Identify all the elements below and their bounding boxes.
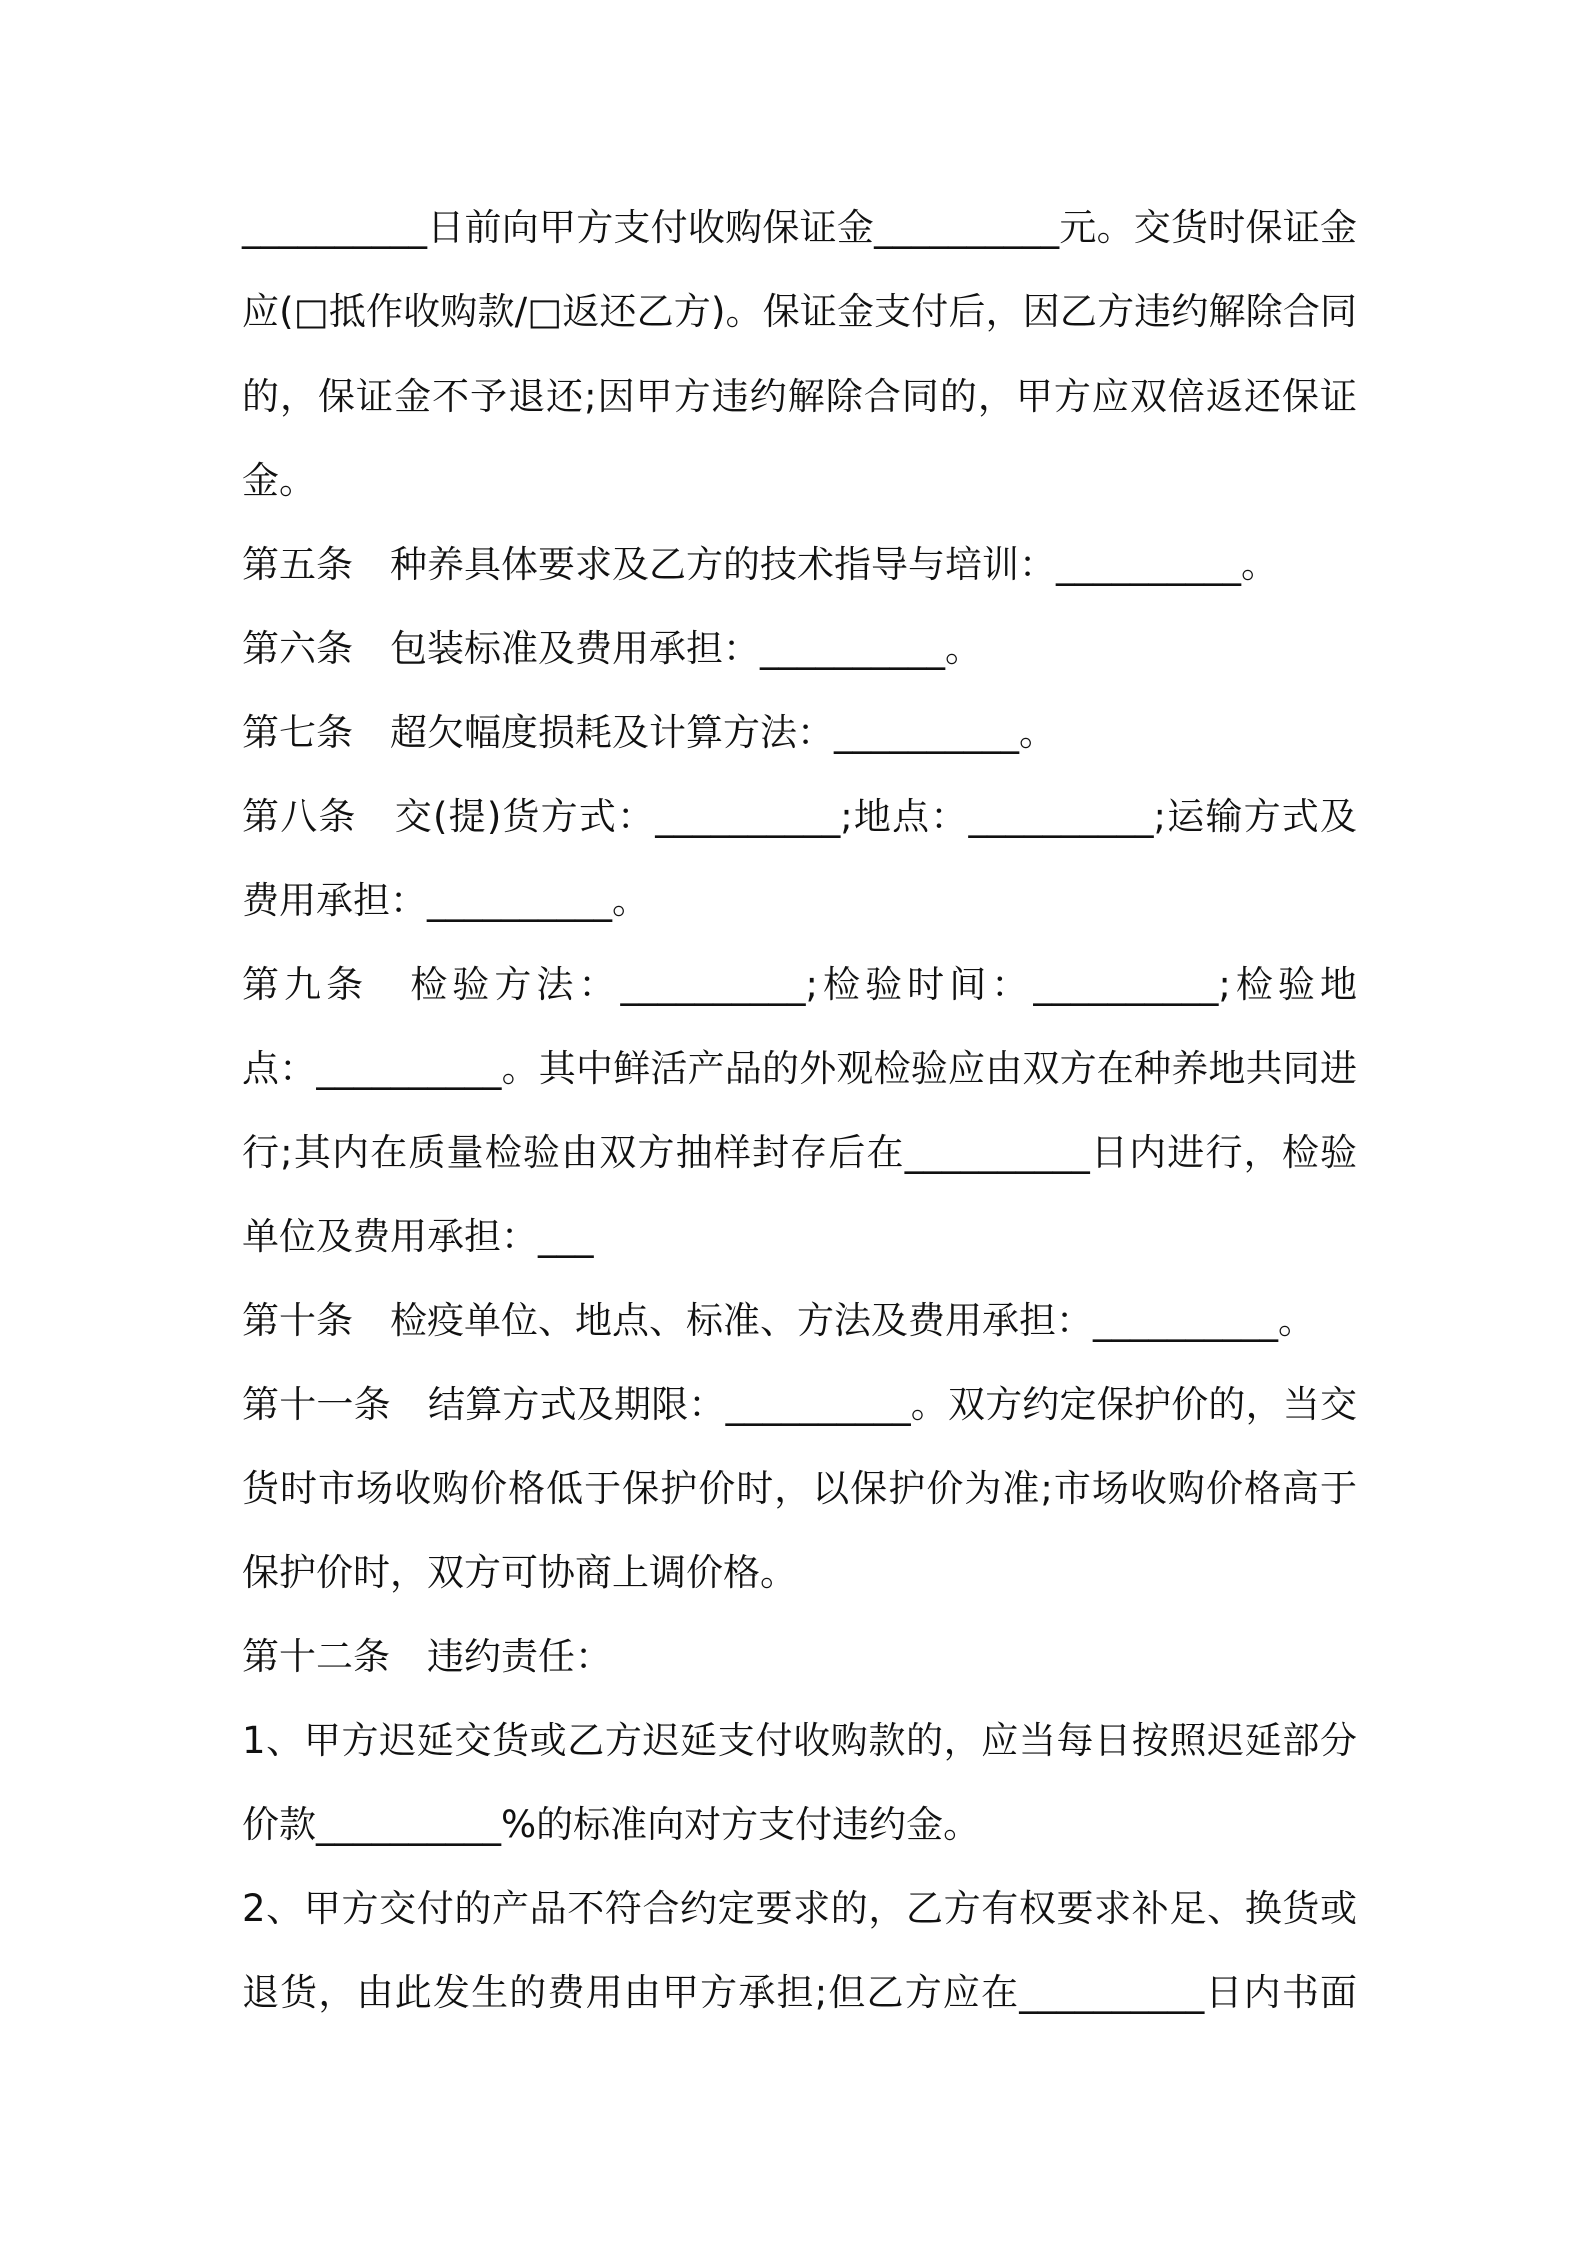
article-11-line: 第十一条 结算方式及期限：__________。双方约定保护价的，当交 xyxy=(242,1383,1357,1426)
article-6-line: 第六条 包装标准及费用承担：__________。 xyxy=(242,627,982,670)
text-line: __________日前向甲方支付收购保证金__________元。交货时保证金 xyxy=(242,206,1357,249)
text-line: 的，保证金不予退还;因甲方违约解除合同的，甲方应双倍返还保证 xyxy=(242,375,1357,418)
article-9-line: 第九条 检验方法：__________;检验时间：__________;检验地 xyxy=(242,963,1357,1006)
article-5-line: 第五条 种养具体要求及乙方的技术指导与培训：__________。 xyxy=(242,543,1278,586)
article-7-line: 第七条 超欠幅度损耗及计算方法：__________。 xyxy=(242,711,1056,754)
text-line: 价款__________%的标准向对方支付违约金。 xyxy=(242,1803,981,1846)
clause-2-line: 2、甲方交付的产品不符合约定要求的，乙方有权要求补足、换货或 xyxy=(242,1887,1357,1930)
text-line: 货时市场收购价格低于保护价时，以保护价为准;市场收购价格高于 xyxy=(242,1467,1357,1510)
text-line: 费用承担：__________。 xyxy=(242,879,649,922)
text-line: 保护价时，双方可协商上调价格。 xyxy=(242,1551,797,1594)
article-10-line: 第十条 检疫单位、地点、标准、方法及费用承担：__________。 xyxy=(242,1299,1315,1342)
clause-1-line: 1、甲方迟延交货或乙方迟延支付收购款的，应当每日按照迟延部分 xyxy=(242,1719,1357,1762)
text-line: 应(□抵作收购款/□返还乙方)。保证金支付后，因乙方违约解除合同 xyxy=(242,290,1357,333)
article-8-line: 第八条 交(提)货方式：__________;地点：__________;运输方式及 xyxy=(242,795,1357,838)
text-line: 单位及费用承担：___ xyxy=(242,1215,594,1258)
article-12-line: 第十二条 违约责任： xyxy=(242,1635,612,1678)
text-line: 金。 xyxy=(242,459,316,502)
text-line: 退货，由此发生的费用由甲方承担;但乙方应在__________日内书面 xyxy=(242,1971,1357,2014)
text-line: 点：__________。其中鲜活产品的外观检验应由双方在种养地共同进 xyxy=(242,1047,1357,1090)
text-line: 行;其内在质量检验由双方抽样封存后在__________日内进行，检验 xyxy=(242,1131,1357,1174)
